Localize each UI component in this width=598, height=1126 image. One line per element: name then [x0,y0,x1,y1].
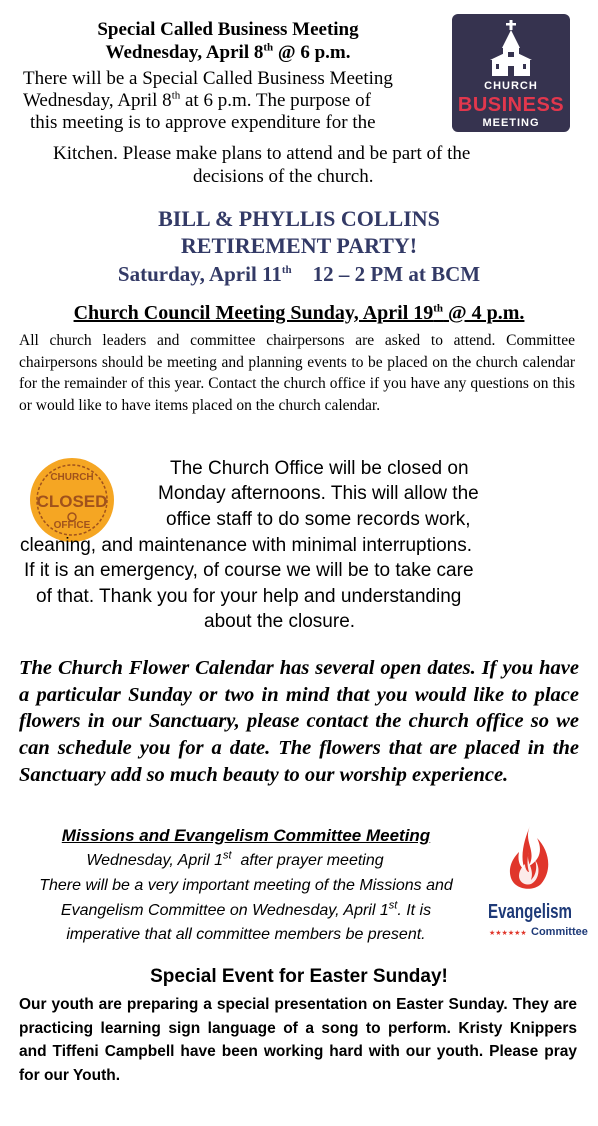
missions-meeting-line-2: There will be a very important meeting of the Missions and [39,877,453,894]
evangelism-word: Evangelism [488,901,572,923]
logo-church-text: CHURCH [484,80,538,92]
church-business-meeting-logo [452,14,570,132]
easter-event-body: Our youth are preparing a special presentation on Easter Sunday. They are practicing learning sign language of a song to perform. Kristy Knippers and Tiffeni Campbell have been working hard with our youth. Please pray for our Youth. [19,996,577,1084]
business-meeting-line-5: decisions of the church. [193,166,374,187]
retirement-date: Saturday, April 11th 12 – 2 PM at BCM [117,262,481,286]
office-line-5: If it is an emergency, of course we will be to take care [24,560,474,581]
church-office-closed-icon [30,458,114,542]
logo-meeting-text: MEETING [482,117,540,129]
missions-meeting-title: Missions and Evangelism Committee Meeting [61,826,431,845]
office-line-3: office staff to do some records work, [166,509,471,530]
office-line-1: The Church Office will be closed on [170,458,469,479]
council-meeting-body: All church leaders and committee chairpersons are asked to attend. Committee chairpersons should be meeting and planning events to be placed on the church calendar for the remainder of this year. Contact the church office if you have any questions on this or would like to have items placed on the church calendar. [19,332,575,414]
business-meeting-line-2: Wednesday, April 8th at 6 p.m. The purpose of [23,89,371,111]
missions-meeting-line-3: Evangelism Committee on Wednesday, April 1st. It is [60,899,432,919]
easter-event-title: Special Event for Easter Sunday! [150,966,448,987]
evangelism-stars: ★★★★★★ [489,929,527,937]
office-line-7: about the closure. [204,611,356,632]
evangelism-committee-text: Committee [531,926,588,938]
business-meeting-line-4: Kitchen. Please make plans to attend and be part of the [53,143,471,164]
business-meeting-date: Wednesday, April 8th @ 6 p.m. [105,41,351,63]
evangelism-committee-logo [485,822,588,946]
office-line-2: Monday afternoons. This will allow the [158,483,479,504]
office-line-6: of that. Thank you for your help and understanding [36,586,462,607]
office-line-4: cleaning, and maintenance with minimal interruptions. [20,535,473,556]
missions-meeting-date: Wednesday, April 1st after prayer meeting [86,849,384,869]
retirement-names: BILL & PHYLLIS COLLINS [158,206,440,231]
flame-icon [485,822,588,946]
business-meeting-title: Special Called Business Meeting [97,19,359,40]
council-meeting-title: Church Council Meeting Sunday, April 19th @ 4 p.m. [73,302,525,324]
retirement-title: RETIREMENT PARTY! [180,233,418,258]
closed-icon-center-text: CLOSED [36,492,108,511]
church-steeple-icon [452,14,570,80]
logo-business-text: BUSINESS [457,94,565,116]
closed-icon-top-text: CHURCH [50,472,94,483]
business-meeting-line-3: this meeting is to approve expenditure for the [30,112,376,133]
closed-icon-bottom-text: OFFICE [53,520,91,531]
missions-meeting-line-4: imperative that all committee members be present. [66,926,426,943]
business-meeting-line-1: There will be a Special Called Business Meeting [23,68,393,89]
flower-calendar-notice: The Church Flower Calendar has several open dates. If you have a particular Sunday or two in mind that you would like to place flowers in our Sanctuary, please contact the church office so we can schedule you for a date. The flowers that are placed in the Sanctuary add so much beauty to our worship experience. [19,657,579,786]
